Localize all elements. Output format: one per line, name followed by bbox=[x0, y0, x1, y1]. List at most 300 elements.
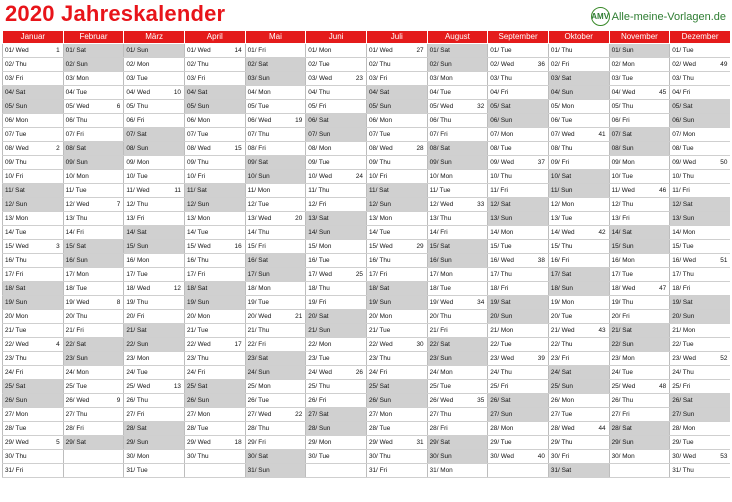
day-cell: 06/ Tue bbox=[548, 114, 609, 128]
day-cell: 19/ Wed 8 bbox=[63, 296, 124, 310]
month-header: Januar bbox=[3, 31, 64, 44]
day-cell: 28/ Thu bbox=[245, 422, 306, 436]
day-cell: 05/ Sun bbox=[184, 100, 245, 114]
day-cell: 20/ Sun bbox=[670, 310, 731, 324]
day-cell: 02/ Thu bbox=[366, 58, 427, 72]
day-cell: 07/ Mon bbox=[670, 128, 731, 142]
week-number: 38 bbox=[537, 257, 545, 264]
week-number: 32 bbox=[477, 103, 485, 110]
logo-text: Alle-meine-Vorlagen.de bbox=[611, 10, 726, 23]
day-cell: 24/ Wed 26 bbox=[306, 366, 367, 380]
day-cell: 19/ Sun bbox=[366, 296, 427, 310]
day-cell: 05/ Tue bbox=[245, 100, 306, 114]
week-number: 40 bbox=[537, 453, 545, 460]
day-cell: 07/ Fri bbox=[63, 128, 124, 142]
day-cell: 23/ Tue bbox=[306, 352, 367, 366]
day-cell: 04/ Sun bbox=[548, 86, 609, 100]
day-cell: 24/ Sat bbox=[548, 366, 609, 380]
day-row bbox=[3, 212, 731, 226]
day-cell: 20/ Sat bbox=[306, 310, 367, 324]
day-cell: 27/ Sun bbox=[670, 408, 731, 422]
day-cell: 03/ Tue bbox=[124, 72, 185, 86]
day-cell: 17/ Tue bbox=[609, 268, 670, 282]
day-cell: 13/ Sun bbox=[488, 212, 549, 226]
day-cell: 07/ Sun bbox=[306, 128, 367, 142]
week-number: 50 bbox=[720, 159, 728, 166]
day-cell: 28/ Fri bbox=[63, 422, 124, 436]
day-cell: 04/ Tue bbox=[63, 86, 124, 100]
day-cell: 25/ Sat bbox=[366, 380, 427, 394]
day-cell: 17/ Fri bbox=[184, 268, 245, 282]
week-number: 46 bbox=[659, 187, 667, 194]
day-cell: 07/ Tue bbox=[366, 128, 427, 142]
day-cell: 08/ Mon bbox=[306, 142, 367, 156]
day-cell: 08/ Wed 2 bbox=[3, 142, 64, 156]
week-number: 16 bbox=[234, 243, 242, 250]
day-cell: 06/ Mon bbox=[3, 114, 64, 128]
day-cell: 16/ Wed 51 bbox=[670, 254, 731, 268]
day-cell: 21/ Mon bbox=[488, 324, 549, 338]
day-cell bbox=[306, 464, 367, 478]
day-cell: 25/ Tue bbox=[63, 380, 124, 394]
month-header: Juli bbox=[366, 31, 427, 44]
day-cell: 17/ Thu bbox=[488, 268, 549, 282]
day-cell: 09/ Sat bbox=[245, 156, 306, 170]
day-row bbox=[3, 240, 731, 254]
day-row bbox=[3, 436, 731, 450]
day-cell: 10/ Sun bbox=[245, 170, 306, 184]
day-cell: 23/ Sun bbox=[427, 352, 488, 366]
day-cell: 31/ Sun bbox=[245, 464, 306, 478]
day-cell: 21/ Tue bbox=[184, 324, 245, 338]
day-cell: 06/ Wed 19 bbox=[245, 114, 306, 128]
week-number: 4 bbox=[56, 341, 60, 348]
day-cell: 24/ Fri bbox=[3, 366, 64, 380]
month-header-row bbox=[3, 31, 731, 44]
day-cell: 30/ Mon bbox=[124, 450, 185, 464]
day-row bbox=[3, 86, 731, 100]
day-cell: 16/ Thu bbox=[366, 254, 427, 268]
day-cell: 06/ Thu bbox=[63, 114, 124, 128]
day-cell: 01/ Mon bbox=[306, 44, 367, 58]
day-row bbox=[3, 198, 731, 212]
week-number: 20 bbox=[295, 215, 303, 222]
day-cell: 19/ Wed 34 bbox=[427, 296, 488, 310]
page-title: 2020 Jahreskalender bbox=[5, 1, 226, 26]
day-cell: 28/ Mon bbox=[488, 422, 549, 436]
day-cell: 18/ Tue bbox=[427, 282, 488, 296]
day-cell: 20/ Tue bbox=[548, 310, 609, 324]
day-cell: 06/ Sun bbox=[670, 114, 731, 128]
day-cell: 03/ Thu bbox=[670, 72, 731, 86]
day-row bbox=[3, 394, 731, 408]
day-cell: 23/ Sun bbox=[63, 352, 124, 366]
day-cell: 06/ Mon bbox=[366, 114, 427, 128]
day-cell: 07/ Sat bbox=[609, 128, 670, 142]
day-cell: 25/ Fri bbox=[488, 380, 549, 394]
day-cell: 17/ Fri bbox=[3, 268, 64, 282]
day-cell: 22/ Sun bbox=[609, 338, 670, 352]
day-cell: 25/ Sat bbox=[3, 380, 64, 394]
day-cell: 22/ Tue bbox=[670, 338, 731, 352]
day-cell: 23/ Mon bbox=[124, 352, 185, 366]
week-number: 41 bbox=[598, 131, 606, 138]
week-number: 33 bbox=[477, 201, 485, 208]
day-cell: 18/ Fri bbox=[670, 282, 731, 296]
day-cell: 18/ Sat bbox=[184, 282, 245, 296]
day-cell: 12/ Sun bbox=[366, 198, 427, 212]
week-number: 31 bbox=[416, 439, 424, 446]
day-cell: 26/ Sun bbox=[3, 394, 64, 408]
day-cell: 04/ Tue bbox=[427, 86, 488, 100]
day-cell: 19/ Tue bbox=[245, 296, 306, 310]
day-cell: 12/ Tue bbox=[245, 198, 306, 212]
calendar-table bbox=[2, 30, 731, 478]
day-cell: 19/ Sat bbox=[670, 296, 731, 310]
day-row bbox=[3, 282, 731, 296]
day-cell: 26/ Thu bbox=[609, 394, 670, 408]
day-cell: 31/ Sat bbox=[548, 464, 609, 478]
day-row bbox=[3, 100, 731, 114]
day-cell: 28/ Sat bbox=[124, 422, 185, 436]
day-cell: 29/ Tue bbox=[670, 436, 731, 450]
month-header: Juni bbox=[306, 31, 367, 44]
day-cell: 25/ Sat bbox=[184, 380, 245, 394]
day-cell: 11/ Wed 46 bbox=[609, 184, 670, 198]
week-number: 1 bbox=[56, 47, 60, 54]
day-cell: 15/ Wed 3 bbox=[3, 240, 64, 254]
day-cell: 21/ Wed 43 bbox=[548, 324, 609, 338]
day-cell: 12/ Mon bbox=[548, 198, 609, 212]
day-cell: 05/ Mon bbox=[548, 100, 609, 114]
day-cell: 27/ Thu bbox=[63, 408, 124, 422]
week-number: 49 bbox=[720, 61, 728, 68]
day-cell: 03/ Thu bbox=[488, 72, 549, 86]
day-cell: 10/ Fri bbox=[184, 170, 245, 184]
week-number: 34 bbox=[477, 299, 485, 306]
day-cell: 12/ Wed 33 bbox=[427, 198, 488, 212]
day-cell: 24/ Fri bbox=[366, 366, 427, 380]
week-number: 29 bbox=[416, 243, 424, 250]
day-cell: 26/ Sun bbox=[366, 394, 427, 408]
day-cell: 25/ Fri bbox=[670, 380, 731, 394]
day-cell: 31/ Tue bbox=[124, 464, 185, 478]
day-cell: 02/ Fri bbox=[548, 58, 609, 72]
week-number: 25 bbox=[355, 271, 363, 278]
day-cell: 21/ Sat bbox=[609, 324, 670, 338]
day-cell: 31/ Mon bbox=[427, 464, 488, 478]
week-number: 30 bbox=[416, 341, 424, 348]
day-cell: 19/ Thu bbox=[124, 296, 185, 310]
day-cell: 22/ Thu bbox=[548, 338, 609, 352]
day-cell: 26/ Sat bbox=[488, 394, 549, 408]
day-cell: 01/ Wed 14 bbox=[184, 44, 245, 58]
day-cell: 27/ Mon bbox=[184, 408, 245, 422]
day-cell: 19/ Sat bbox=[488, 296, 549, 310]
day-cell: 29/ Fri bbox=[245, 436, 306, 450]
month-header: April bbox=[184, 31, 245, 44]
day-cell: 30/ Wed 53 bbox=[670, 450, 731, 464]
week-number: 39 bbox=[537, 355, 545, 362]
day-cell: 27/ Sat bbox=[306, 408, 367, 422]
day-cell: 11/ Thu bbox=[306, 184, 367, 198]
day-cell: 24/ Sun bbox=[245, 366, 306, 380]
day-cell: 09/ Sun bbox=[427, 156, 488, 170]
day-cell: 08/ Wed 15 bbox=[184, 142, 245, 156]
day-cell: 20/ Wed 21 bbox=[245, 310, 306, 324]
day-cell: 04/ Sat bbox=[366, 86, 427, 100]
week-number: 52 bbox=[720, 355, 728, 362]
day-cell: 13/ Thu bbox=[427, 212, 488, 226]
day-cell: 11/ Sat bbox=[184, 184, 245, 198]
day-cell: 04/ Mon bbox=[245, 86, 306, 100]
day-cell: 11/ Sat bbox=[366, 184, 427, 198]
day-cell: 28/ Fri bbox=[427, 422, 488, 436]
day-cell: 03/ Tue bbox=[609, 72, 670, 86]
week-number: 10 bbox=[173, 89, 181, 96]
month-header: Februar bbox=[63, 31, 124, 44]
day-cell: 30/ Thu bbox=[366, 450, 427, 464]
day-cell: 21/ Thu bbox=[245, 324, 306, 338]
day-cell: 18/ Sat bbox=[366, 282, 427, 296]
day-cell: 24/ Fri bbox=[184, 366, 245, 380]
day-cell: 12/ Fri bbox=[306, 198, 367, 212]
day-cell: 18/ Tue bbox=[63, 282, 124, 296]
day-cell: 01/ Wed 1 bbox=[3, 44, 64, 58]
day-row bbox=[3, 170, 731, 184]
day-cell: 16/ Tue bbox=[306, 254, 367, 268]
day-cell: 30/ Wed 40 bbox=[488, 450, 549, 464]
day-cell: 27/ Sun bbox=[488, 408, 549, 422]
day-cell: 13/ Tue bbox=[548, 212, 609, 226]
day-row bbox=[3, 380, 731, 394]
day-cell: 28/ Tue bbox=[3, 422, 64, 436]
day-cell: 24/ Thu bbox=[670, 366, 731, 380]
day-cell: 10/ Mon bbox=[427, 170, 488, 184]
day-cell: 12/ Sun bbox=[184, 198, 245, 212]
day-cell: 13/ Thu bbox=[63, 212, 124, 226]
day-cell: 02/ Thu bbox=[184, 58, 245, 72]
day-cell: 02/ Wed 36 bbox=[488, 58, 549, 72]
day-cell: 17/ Mon bbox=[63, 268, 124, 282]
day-row bbox=[3, 352, 731, 366]
day-cell: 20/ Mon bbox=[366, 310, 427, 324]
day-cell: 23/ Sat bbox=[245, 352, 306, 366]
week-number: 22 bbox=[295, 411, 303, 418]
day-cell: 02/ Sun bbox=[427, 58, 488, 72]
day-row bbox=[3, 450, 731, 464]
day-cell: 16/ Sun bbox=[427, 254, 488, 268]
day-cell: 14/ Mon bbox=[670, 226, 731, 240]
week-number: 12 bbox=[173, 285, 181, 292]
day-cell: 05/ Sat bbox=[670, 100, 731, 114]
day-cell bbox=[63, 464, 124, 478]
day-cell: 11/ Wed 11 bbox=[124, 184, 185, 198]
logo-icon: AMV bbox=[591, 7, 610, 26]
day-cell: 17/ Mon bbox=[427, 268, 488, 282]
day-cell: 18/ Thu bbox=[306, 282, 367, 296]
day-cell: 14/ Wed 42 bbox=[548, 226, 609, 240]
day-cell: 21/ Fri bbox=[427, 324, 488, 338]
day-cell: 02/ Mon bbox=[609, 58, 670, 72]
day-cell: 09/ Tue bbox=[306, 156, 367, 170]
day-cell: 16/ Sun bbox=[63, 254, 124, 268]
day-cell: 23/ Thu bbox=[3, 352, 64, 366]
day-cell: 02/ Sat bbox=[245, 58, 306, 72]
day-cell: 26/ Wed 35 bbox=[427, 394, 488, 408]
day-cell: 13/ Fri bbox=[609, 212, 670, 226]
day-cell: 02/ Tue bbox=[306, 58, 367, 72]
day-cell: 23/ Thu bbox=[184, 352, 245, 366]
day-cell: 26/ Mon bbox=[548, 394, 609, 408]
day-cell: 27/ Thu bbox=[427, 408, 488, 422]
day-cell: 28/ Wed 44 bbox=[548, 422, 609, 436]
day-cell: 14/ Mon bbox=[488, 226, 549, 240]
day-cell: 12/ Sun bbox=[3, 198, 64, 212]
day-cell: 18/ Mon bbox=[245, 282, 306, 296]
day-cell: 27/ Mon bbox=[366, 408, 427, 422]
day-cell: 28/ Tue bbox=[184, 422, 245, 436]
day-cell: 30/ Thu bbox=[184, 450, 245, 464]
day-cell: 29/ Wed 5 bbox=[3, 436, 64, 450]
day-cell: 15/ Tue bbox=[488, 240, 549, 254]
day-cell: 16/ Wed 38 bbox=[488, 254, 549, 268]
day-cell: 15/ Wed 16 bbox=[184, 240, 245, 254]
day-cell bbox=[184, 464, 245, 478]
day-cell: 22/ Sun bbox=[124, 338, 185, 352]
day-cell: 25/ Wed 48 bbox=[609, 380, 670, 394]
month-header: September bbox=[488, 31, 549, 44]
day-cell: 23/ Fri bbox=[548, 352, 609, 366]
day-cell: 09/ Mon bbox=[124, 156, 185, 170]
day-cell: 06/ Sun bbox=[488, 114, 549, 128]
day-cell: 27/ Fri bbox=[609, 408, 670, 422]
day-cell: 14/ Fri bbox=[427, 226, 488, 240]
day-cell: 04/ Sat bbox=[184, 86, 245, 100]
day-cell: 30/ Thu bbox=[3, 450, 64, 464]
month-header: November bbox=[609, 31, 670, 44]
day-row bbox=[3, 254, 731, 268]
day-cell: 04/ Sat bbox=[3, 86, 64, 100]
day-row bbox=[3, 142, 731, 156]
day-cell: 04/ Fri bbox=[670, 86, 731, 100]
day-cell: 14/ Fri bbox=[63, 226, 124, 240]
day-cell: 12/ Sat bbox=[670, 198, 731, 212]
day-cell: 30/ Sat bbox=[245, 450, 306, 464]
day-cell: 07/ Fri bbox=[427, 128, 488, 142]
day-cell: 12/ Sat bbox=[488, 198, 549, 212]
day-cell: 03/ Fri bbox=[366, 72, 427, 86]
day-cell: 15/ Tue bbox=[670, 240, 731, 254]
day-cell: 08/ Sat bbox=[63, 142, 124, 156]
day-cell: 28/ Mon bbox=[670, 422, 731, 436]
day-cell: 02/ Mon bbox=[124, 58, 185, 72]
day-cell: 29/ Wed 31 bbox=[366, 436, 427, 450]
day-cell: 08/ Sun bbox=[124, 142, 185, 156]
day-cell: 07/ Tue bbox=[3, 128, 64, 142]
day-cell: 14/ Tue bbox=[366, 226, 427, 240]
day-cell: 26/ Thu bbox=[124, 394, 185, 408]
day-cell: 16/ Thu bbox=[184, 254, 245, 268]
day-row bbox=[3, 184, 731, 198]
day-cell: 14/ Tue bbox=[184, 226, 245, 240]
day-row bbox=[3, 72, 731, 86]
day-cell: 10/ Thu bbox=[670, 170, 731, 184]
day-cell bbox=[609, 464, 670, 478]
day-cell: 24/ Mon bbox=[427, 366, 488, 380]
day-cell: 22/ Fri bbox=[245, 338, 306, 352]
day-cell: 03/ Mon bbox=[427, 72, 488, 86]
week-number: 35 bbox=[477, 397, 485, 404]
day-cell: 13/ Sun bbox=[670, 212, 731, 226]
day-cell: 21/ Sat bbox=[124, 324, 185, 338]
day-cell: 02/ Sun bbox=[63, 58, 124, 72]
day-cell: 17/ Tue bbox=[124, 268, 185, 282]
day-cell: 14/ Thu bbox=[245, 226, 306, 240]
day-cell: 04/ Wed 45 bbox=[609, 86, 670, 100]
day-cell: 17/ Thu bbox=[670, 268, 731, 282]
day-cell: 10/ Wed 24 bbox=[306, 170, 367, 184]
day-cell: 22/ Tue bbox=[488, 338, 549, 352]
day-cell: 06/ Sat bbox=[306, 114, 367, 128]
day-cell: 31/ Thu bbox=[670, 464, 731, 478]
week-number: 18 bbox=[234, 439, 242, 446]
day-cell: 25/ Tue bbox=[427, 380, 488, 394]
day-row bbox=[3, 310, 731, 324]
day-cell: 13/ Mon bbox=[184, 212, 245, 226]
day-row bbox=[3, 296, 731, 310]
day-cell: 03/ Sat bbox=[548, 72, 609, 86]
day-cell: 15/ Wed 29 bbox=[366, 240, 427, 254]
day-cell: 07/ Mon bbox=[488, 128, 549, 142]
week-number: 19 bbox=[295, 117, 303, 124]
day-row bbox=[3, 324, 731, 338]
day-cell: 25/ Wed 13 bbox=[124, 380, 185, 394]
day-cell: 08/ Tue bbox=[670, 142, 731, 156]
week-number: 53 bbox=[720, 453, 728, 460]
day-cell bbox=[488, 464, 549, 478]
day-cell: 11/ Mon bbox=[245, 184, 306, 198]
day-cell: 09/ Wed 37 bbox=[488, 156, 549, 170]
day-cell: 26/ Tue bbox=[245, 394, 306, 408]
day-cell: 21/ Tue bbox=[3, 324, 64, 338]
day-cell: 01/ Sun bbox=[124, 44, 185, 58]
day-cell: 20/ Sun bbox=[488, 310, 549, 324]
day-cell: 19/ Fri bbox=[306, 296, 367, 310]
day-cell: 06/ Fri bbox=[124, 114, 185, 128]
day-cell: 22/ Wed 4 bbox=[3, 338, 64, 352]
day-cell: 21/ Fri bbox=[63, 324, 124, 338]
day-row bbox=[3, 366, 731, 380]
month-header: März bbox=[124, 31, 185, 44]
day-cell: 17/ Sun bbox=[245, 268, 306, 282]
week-number: 3 bbox=[56, 243, 60, 250]
day-cell: 27/ Tue bbox=[548, 408, 609, 422]
day-cell: 10/ Mon bbox=[63, 170, 124, 184]
day-cell bbox=[63, 450, 124, 464]
day-cell: 26/ Fri bbox=[306, 394, 367, 408]
day-cell: 03/ Mon bbox=[63, 72, 124, 86]
day-cell: 05/ Sun bbox=[366, 100, 427, 114]
day-cell: 28/ Sat bbox=[609, 422, 670, 436]
day-cell: 30/ Mon bbox=[609, 450, 670, 464]
week-number: 28 bbox=[416, 145, 424, 152]
day-cell: 17/ Fri bbox=[366, 268, 427, 282]
week-number: 13 bbox=[173, 383, 181, 390]
day-cell: 16/ Thu bbox=[3, 254, 64, 268]
day-cell: 07/ Sat bbox=[124, 128, 185, 142]
day-cell: 13/ Wed 20 bbox=[245, 212, 306, 226]
